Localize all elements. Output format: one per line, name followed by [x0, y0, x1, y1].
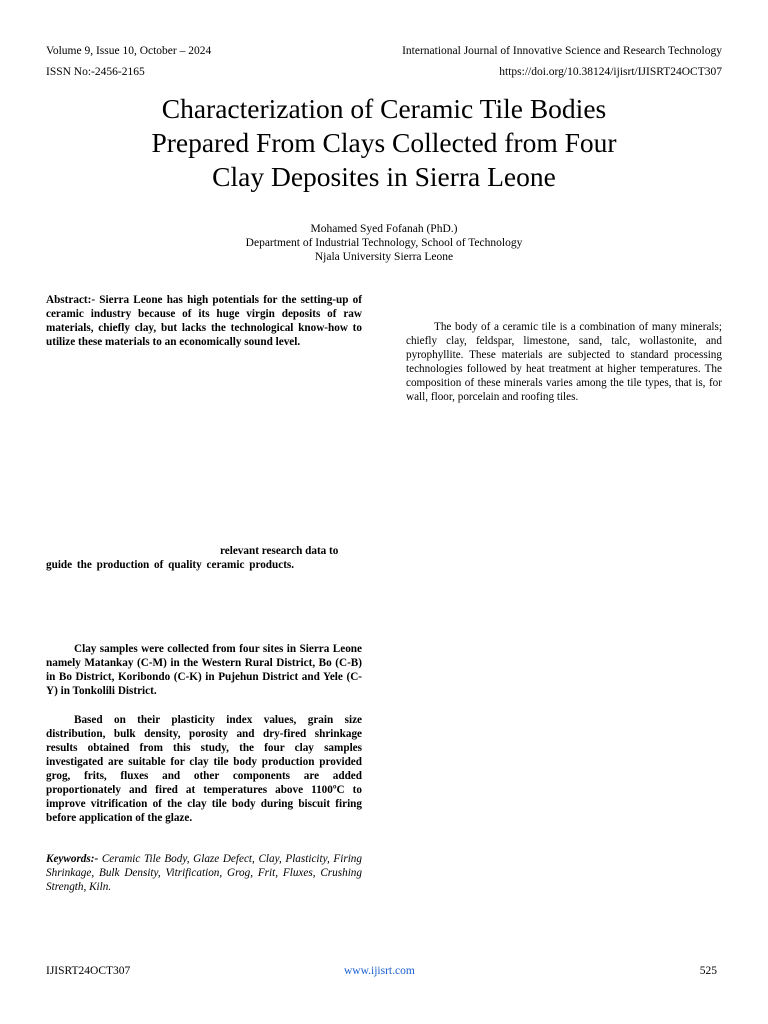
abstract-samples: Clay samples were collected from four sites in Sierra Leone namely Matankay (C-M) in the Western Rural District, Bo (C-B) in Bo District, Koribondo (C-K) in Pujehun District and Yele (C-Y) in Tonkolili District. — [46, 643, 362, 697]
title-line: Prepared From Clays Collected from Four — [151, 127, 617, 158]
header-journal: International Journal of Innovative Science and Research Technology — [402, 45, 722, 57]
intro-paragraph: The body of a ceramic tile is a combination of many minerals; chiefly clay, feldspar, limestone, sand, talc, wollastonite, and pyrophyllite. These materials are subjected to standard processing technologies followed by heat treatment at higher temperatures. The composition of these minerals varies among the tile types, that is, for wall, floor, porcelain and roofing tiles. — [406, 321, 722, 403]
header-issn: ISSN No:-2456-2165 — [46, 66, 145, 78]
header-volume: Volume 9, Issue 10, October – 2024 — [46, 45, 212, 57]
footer-website-link[interactable]: www.ijisrt.com — [344, 965, 415, 977]
keywords-label: Keywords:- — [46, 853, 99, 865]
author-department: Department of Industrial Technology, School of Technology — [245, 237, 523, 249]
author-name: Mohamed Syed Fofanah (PhD.) — [310, 223, 458, 235]
author-university: Njala University Sierra Leone — [314, 251, 454, 263]
abstract-conclusion: Based on their plasticity index values, grain size distribution, bulk density, porosity and dry-fired shrinkage results obtained from this study, the four clay samples investigated are suitable for clay tile body production provided grog, frits, fluxes and other components are added proportionately and fired at temperatures above 1100ºC to improve vitrification of the clay tile body during biscuit firing before application of the glaze. — [46, 714, 362, 824]
keywords-list: Ceramic Tile Body, Glaze Defect, Clay, Plasticity, Firing Shrinkage, Bulk Density, Vitrification, Grog, Frit, Fluxes, Crushing Strength, Kiln. — [46, 853, 362, 893]
abstract-fragment-line2: guide the production of quality ceramic products. — [46, 559, 295, 571]
footer-code: IJISRT24OCT307 — [46, 965, 131, 977]
header-doi[interactable]: https://doi.org/10.38124/ijisrt/IJISRT24OCT307 — [499, 66, 722, 78]
abstract-fragment-line1: relevant research data to — [220, 545, 339, 557]
title-line: Clay Deposites in Sierra Leone — [212, 161, 556, 192]
footer-page-number: 525 — [699, 965, 717, 977]
keywords-paragraph — [46, 852, 362, 894]
paper-title — [60, 92, 708, 194]
title-line: Characterization of Ceramic Tile Bodies — [161, 93, 607, 124]
abstract-intro: Abstract:- Sierra Leone has high potentials for the setting-up of ceramic industry because of its huge virgin deposits of raw materials, chiefly clay, but lacks the technological know-how to utilize these materials to an economically sound level. — [46, 294, 362, 348]
